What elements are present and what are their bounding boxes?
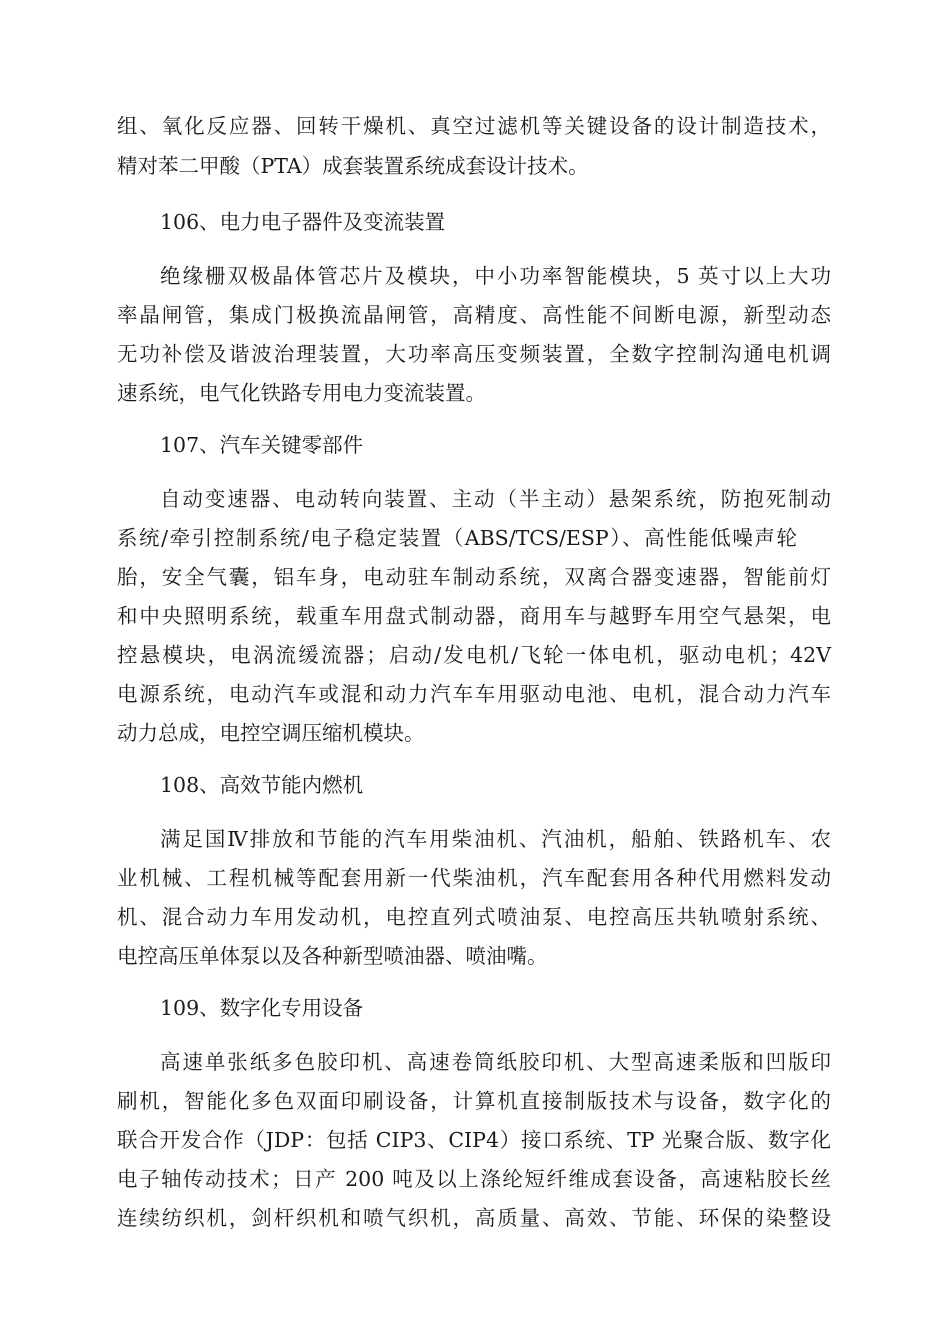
- paragraph-108-line-0: 满足国Ⅳ排放和节能的汽车用柴油机、汽油机，船舶、铁路机车、农: [160, 827, 831, 851]
- paragraph-109-line-4: 连续纺织机，剑杆织机和喷气织机，高质量、高效、节能、环保的染整设: [117, 1206, 831, 1230]
- paragraph-107-line-0: 自动变速器、电动转向装置、主动（半主动）悬架系统，防抱死制动: [160, 487, 831, 511]
- paragraph-107-line-2: 胎，安全气囊，铝车身，电动驻车制动系统，双离合器变速器，智能前灯: [117, 565, 831, 589]
- section-heading-109: 109、数字化专用设备: [160, 996, 364, 1020]
- paragraph-107-line-4: 控悬模块，电涡流缓流器；启动/发电机/飞轮一体电机，驱动电机；42V: [117, 643, 831, 667]
- paragraph-108-line-1: 业机械、工程机械等配套用新一代柴油机，汽车配套用各种代用燃料发动: [117, 866, 831, 890]
- paragraph-106-line-1: 率晶闸管，集成门极换流晶闸管，高精度、高性能不间断电源，新型动态: [117, 303, 831, 327]
- section-heading-107: 107、汽车关键零部件: [160, 433, 364, 457]
- paragraph-108-line-3: 电控高压单体泵以及各种新型喷油器、喷油嘴。: [117, 944, 548, 968]
- paragraph-108-line-2: 机、混合动力车用发动机，电控直列式喷油泵、电控高压共轨喷射系统、: [117, 905, 831, 929]
- paragraph-107-line-6: 动力总成，电控空调压缩机模块。: [117, 721, 425, 745]
- paragraph-109-line-0: 高速单张纸多色胶印机、高速卷筒纸胶印机、大型高速柔版和凹版印: [160, 1050, 831, 1074]
- paragraph-0-line-1: 精对苯二甲酸（PTA）成套装置系统成套设计技术。: [117, 154, 589, 178]
- paragraph-107-line-1: 系统/牵引控制系统/电子稳定装置（ABS/TCS/ESP）、高性能低噪声轮: [117, 526, 797, 550]
- paragraph-107-line-3: 和中央照明系统，载重车用盘式制动器，商用车与越野车用空气悬架，电: [117, 604, 831, 628]
- section-heading-108: 108、高效节能内燃机: [160, 773, 364, 797]
- paragraph-106-line-0: 绝缘栅双极晶体管芯片及模块，中小功率智能模块，5 英寸以上大功: [160, 264, 831, 288]
- paragraph-109-line-3: 电子轴传动技术；日产 200 吨及以上涤纶短纤维成套设备，高速粘胶长丝: [117, 1167, 831, 1191]
- paragraph-106-line-2: 无功补偿及谐波治理装置，大功率高压变频装置，全数字控制沟通电机调: [117, 342, 831, 366]
- section-heading-106: 106、电力电子器件及变流装置: [160, 210, 446, 234]
- paragraph-109-line-2: 联合开发合作（JDP：包括 CIP3、CIP4）接口系统、TP 光聚合版、数字化: [117, 1128, 831, 1152]
- paragraph-107-line-5: 电源系统，电动汽车或混和动力汽车车用驱动电池、电机，混合动力汽车: [117, 682, 831, 706]
- paragraph-106-line-3: 速系统，电气化铁路专用电力变流装置。: [117, 381, 486, 405]
- paragraph-0-line-0: 组、氧化反应器、回转干燥机、真空过滤机等关键设备的设计制造技术，: [117, 114, 831, 138]
- paragraph-109-line-1: 刷机，智能化多色双面印刷设备，计算机直接制版技术与设备，数字化的: [117, 1089, 831, 1113]
